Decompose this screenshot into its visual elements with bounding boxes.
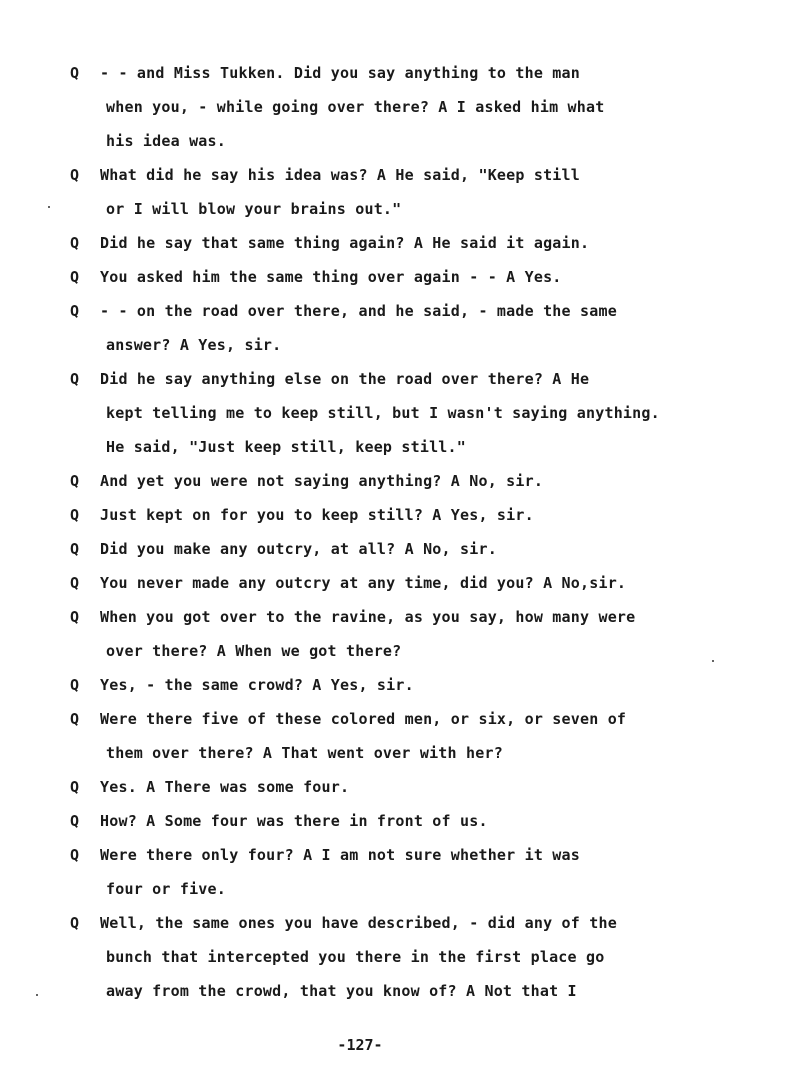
qa-text	[100, 566, 780, 600]
page-number: -127-	[337, 1036, 383, 1054]
qa-text	[100, 260, 780, 294]
question-marker: Q	[70, 268, 80, 286]
qa-line: Yes, - the same crowd? A Yes, sir.	[100, 676, 414, 694]
question-marker: Q	[70, 676, 80, 694]
question-marker: Q	[70, 472, 80, 490]
qa-line: or I will blow your brains out."	[106, 200, 402, 218]
qa-line: Were there only four? A I am not sure whether it was	[100, 846, 580, 864]
qa-line: When you got over to the ravine, as you say, how many were	[100, 608, 636, 626]
qa-text	[100, 56, 780, 158]
qa-line: bunch that intercepted you there in the first place go	[106, 948, 605, 966]
question-marker: Q	[70, 64, 80, 82]
question-marker: Q	[70, 778, 80, 796]
question-marker: Q	[70, 608, 80, 626]
question-marker: Q	[70, 302, 80, 320]
question-marker: Q	[70, 234, 80, 252]
qa-line: answer? A Yes, sir.	[106, 336, 282, 354]
qa-line: them over there? A That went over with her?	[106, 744, 503, 762]
qa-line: kept telling me to keep still, but I wasn't saying anything.	[106, 404, 660, 422]
question-marker: Q	[70, 710, 80, 728]
scan-speck	[48, 206, 50, 208]
question-marker: Q	[70, 846, 80, 864]
qa-text	[100, 464, 780, 498]
qa-text	[100, 158, 780, 226]
qa-line: He said, "Just keep still, keep still."	[106, 438, 466, 456]
qa-line: Yes. A There was some four.	[100, 778, 350, 796]
qa-line: You asked him the same thing over again - - A Yes.	[100, 268, 562, 286]
scan-speck	[36, 994, 38, 996]
qa-line: And yet you were not saying anything? A No, sir.	[100, 472, 544, 490]
qa-line: Just kept on for you to keep still? A Yes, sir.	[100, 506, 534, 524]
question-marker: Q	[70, 166, 80, 184]
question-marker: Q	[70, 812, 80, 830]
qa-line: Did he say anything else on the road over there? A He	[100, 370, 590, 388]
qa-text	[100, 804, 780, 838]
qa-text	[100, 362, 780, 464]
qa-line: Were there five of these colored men, or six, or seven of	[100, 710, 627, 728]
qa-text	[100, 770, 780, 804]
qa-text	[100, 498, 780, 532]
qa-text	[100, 294, 780, 362]
qa-text	[100, 668, 780, 702]
qa-text	[100, 600, 780, 668]
qa-line: his idea was.	[106, 132, 226, 150]
qa-text	[100, 906, 780, 1008]
qa-line: away from the crowd, that you know of? A Not that I	[106, 982, 577, 1000]
qa-text	[100, 702, 780, 770]
qa-line: What did he say his idea was? A He said, "Keep still	[100, 166, 580, 184]
qa-text	[100, 226, 780, 260]
qa-line: How? A Some four was there in front of us.	[100, 812, 488, 830]
question-marker: Q	[70, 914, 80, 932]
qa-line: - - on the road over there, and he said, - made the same	[100, 302, 617, 320]
question-marker: Q	[70, 370, 80, 388]
question-marker: Q	[70, 506, 80, 524]
qa-text	[100, 532, 780, 566]
question-marker: Q	[70, 540, 80, 558]
qa-line: four or five.	[106, 880, 226, 898]
qa-line: over there? A When we got there?	[106, 642, 402, 660]
qa-line: Well, the same ones you have described, - did any of the	[100, 914, 617, 932]
qa-line: Did you make any outcry, at all? A No, sir.	[100, 540, 497, 558]
qa-text	[100, 838, 780, 906]
scan-speck	[712, 660, 714, 662]
question-marker: Q	[70, 574, 80, 592]
qa-line: Did he say that same thing again? A He said it again.	[100, 234, 590, 252]
qa-line: - - and Miss Tukken. Did you say anything to the man	[100, 64, 580, 82]
qa-line: when you, - while going over there? A I asked him what	[106, 98, 605, 116]
qa-line: You never made any outcry at any time, did you? A No,sir.	[100, 574, 627, 592]
